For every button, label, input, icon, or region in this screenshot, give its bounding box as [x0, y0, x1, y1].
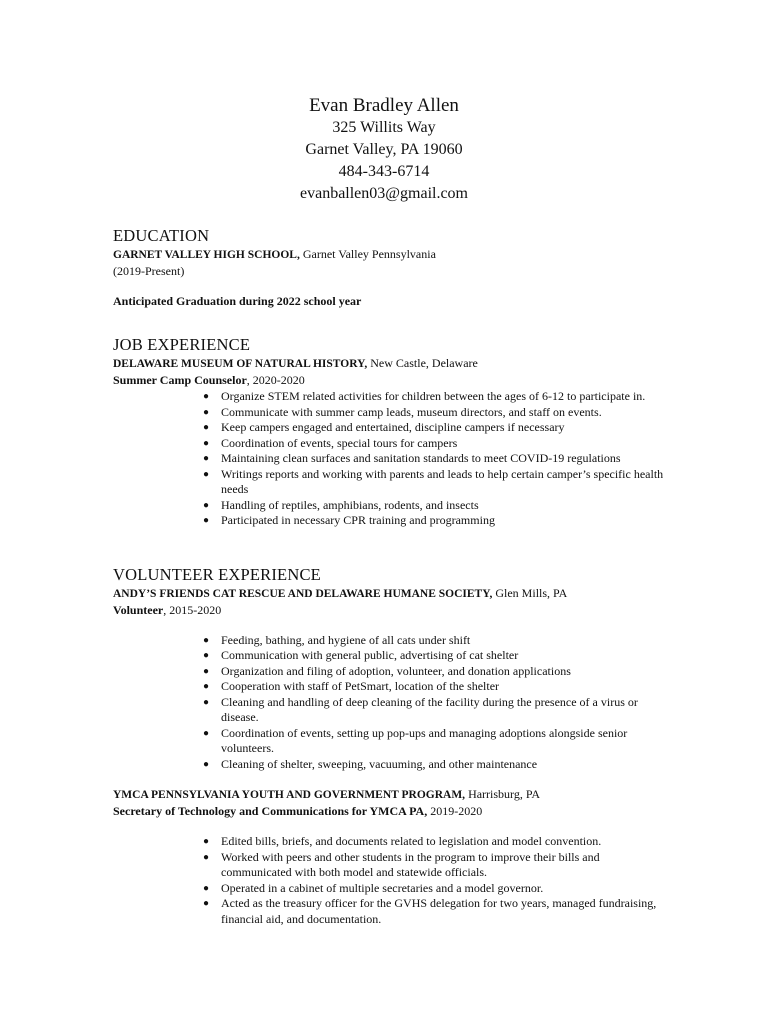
- graduation-note: [113, 293, 673, 309]
- job-bullet-item: [203, 513, 673, 529]
- job-bullet-text: Handling of reptiles, amphibians, rodents, and insects: [221, 497, 479, 512]
- job-bullet-item: [203, 405, 673, 421]
- job-experience-heading: JOB EXPERIENCE: [113, 335, 251, 354]
- job-role-line: [113, 372, 673, 389]
- volunteer-role-line: [113, 602, 673, 619]
- education-heading: EDUCATION: [113, 226, 210, 245]
- volunteer-org-location: Glen Mills, PA: [492, 585, 568, 600]
- bullet-icon: ●: [203, 898, 210, 909]
- ymca-org-location: Harrisburg, PA: [465, 787, 541, 801]
- job-bullet-list: [113, 389, 673, 529]
- contact-header: [0, 94, 768, 205]
- education-school-line: [113, 246, 673, 263]
- address-city: Garnet Valley, PA 19060: [305, 141, 463, 158]
- bullet-icon: ●: [203, 634, 210, 646]
- candidate-name: Evan Bradley Allen: [309, 95, 459, 116]
- volunteer-org-line: [113, 585, 673, 602]
- ymca-bullet-item: [203, 834, 673, 850]
- job-bullet-item: [203, 436, 673, 452]
- volunteer-bullet-text: Cleaning of shelter, sweeping, vacuuming, and other maintenance: [221, 756, 538, 771]
- bullet-icon: ●: [203, 727, 210, 739]
- address-street: 325 Willits Way: [332, 119, 436, 136]
- bullet-icon: ●: [203, 650, 210, 661]
- job-dates: , 2020-2020: [246, 373, 305, 387]
- job-org-location: New Castle, Delaware: [367, 356, 478, 370]
- job-role: Summer Camp Counselor: [113, 373, 247, 387]
- volunteer-dates: , 2015-2020: [163, 602, 222, 617]
- job-bullet-item: [203, 420, 673, 436]
- graduation-text: Anticipated Graduation during 2022 school year: [113, 294, 362, 308]
- ymca-org-line: [113, 786, 673, 803]
- bullet-icon: ●: [203, 422, 210, 433]
- volunteer-bullet-item: [203, 633, 673, 649]
- volunteer-role: Volunteer: [113, 602, 164, 617]
- school-location: Garnet Valley Pennsylvania: [299, 247, 436, 261]
- job-bullet-text: Maintaining clean surfaces and sanitation standards to meet COVID-19 regulations: [221, 451, 621, 465]
- ymca-bullet-list: [113, 834, 673, 927]
- job-bullet-item: [203, 467, 673, 498]
- job-org-line: [113, 355, 673, 372]
- ymca-bullet-item: [203, 881, 673, 897]
- volunteer-org-name: ANDY’S FRIENDS CAT RESCUE AND DELAWARE HUMANE SOCIETY,: [113, 587, 493, 600]
- volunteer-experience-heading: VOLUNTEER EXPERIENCE: [113, 564, 321, 584]
- job-bullet-text: Writings reports and working with parents and leads to help certain camper’s specific health needs: [221, 466, 664, 496]
- ymca-role-line: [113, 803, 673, 820]
- phone-number: 484-343-6714: [338, 163, 430, 180]
- bullet-icon: ●: [203, 499, 210, 511]
- ymca-dates: 2019-2020: [427, 804, 483, 818]
- ymca-bullet-item: [203, 896, 673, 927]
- volunteer-bullet-item: [203, 648, 673, 664]
- volunteer-bullet-item: [203, 695, 673, 726]
- job-bullet-text: Keep campers engaged and entertained, discipline campers if necessary: [221, 420, 565, 434]
- job-bullet-text: Participated in necessary CPR training and programming: [221, 513, 495, 527]
- job-bullet-text: Organize STEM related activities for children between the ages of 6-12 to participate in.: [221, 389, 646, 403]
- volunteer-bullet-text: Cooperation with staff of PetSmart, location of the shelter: [221, 679, 500, 693]
- volunteer-bullet-text: Organization and filing of adoption, volunteer, and donation applications: [221, 663, 571, 678]
- bullet-icon: ●: [203, 696, 210, 708]
- volunteer-bullet-item: [203, 679, 673, 695]
- volunteer-bullet-item: [203, 757, 673, 773]
- bullet-icon: ●: [203, 851, 210, 863]
- ymca-role: Secretary of Technology and Communications for YMCA PA,: [113, 804, 428, 818]
- ymca-bullet-text: Acted as the treasury officer for the GVHS delegation for two years, managed fundraising, financial aid, and documentation.: [221, 896, 657, 926]
- volunteer-bullet-text: Coordination of events, setting up pop-ups and managing adoptions alongside senior volunteers.: [221, 725, 628, 755]
- bullet-icon: ●: [203, 391, 210, 402]
- job-bullet-text: Communicate with summer camp leads, museum directors, and staff on events.: [221, 404, 602, 419]
- bullet-icon: ●: [203, 468, 210, 480]
- volunteer-bullet-list: [113, 633, 673, 773]
- resume-body: [113, 226, 673, 927]
- email-address: evanballen03@gmail.com: [299, 185, 468, 202]
- bullet-icon: ●: [203, 665, 210, 677]
- school-name: GARNET VALLEY HIGH SCHOOL,: [113, 249, 300, 261]
- ymca-bullet-item: [203, 850, 673, 881]
- bullet-icon: ●: [203, 758, 210, 770]
- volunteer-bullet-text: Cleaning and handling of deep cleaning of the facility during the presence of a virus or disease.: [221, 694, 638, 724]
- bullet-icon: ●: [203, 515, 210, 526]
- job-org-name: DELAWARE MUSEUM OF NATURAL HISTORY,: [113, 358, 368, 370]
- job-bullet-item: [203, 451, 673, 467]
- bullet-icon: ●: [203, 882, 210, 894]
- ymca-bullet-text: Edited bills, briefs, and documents related to legislation and model convention.: [221, 834, 602, 848]
- volunteer-bullet-item: [203, 726, 673, 757]
- bullet-icon: ●: [203, 681, 210, 692]
- education-dates: (2019-Present): [113, 264, 185, 278]
- bullet-icon: ●: [203, 453, 210, 464]
- job-bullet-text: Coordination of events, special tours for campers: [221, 435, 458, 450]
- bullet-icon: ●: [203, 836, 210, 847]
- ymca-bullet-text: Operated in a cabinet of multiple secretaries and a model governor.: [221, 880, 544, 895]
- job-bullet-item: [203, 389, 673, 405]
- volunteer-bullet-item: [203, 664, 673, 680]
- ymca-org-name: YMCA PENNSYLVANIA YOUTH AND GOVERNMENT PROGRAM,: [113, 789, 466, 801]
- ymca-bullet-text: Worked with peers and other students in the program to improve their bills and communicated with both model and statewide officials.: [221, 849, 600, 879]
- volunteer-bullet-text: Feeding, bathing, and hygiene of all cats under shift: [221, 632, 471, 647]
- bullet-icon: ●: [203, 437, 210, 449]
- job-bullet-item: [203, 498, 673, 514]
- volunteer-bullet-text: Communication with general public, advertising of cat shelter: [221, 648, 519, 662]
- bullet-icon: ●: [203, 406, 210, 418]
